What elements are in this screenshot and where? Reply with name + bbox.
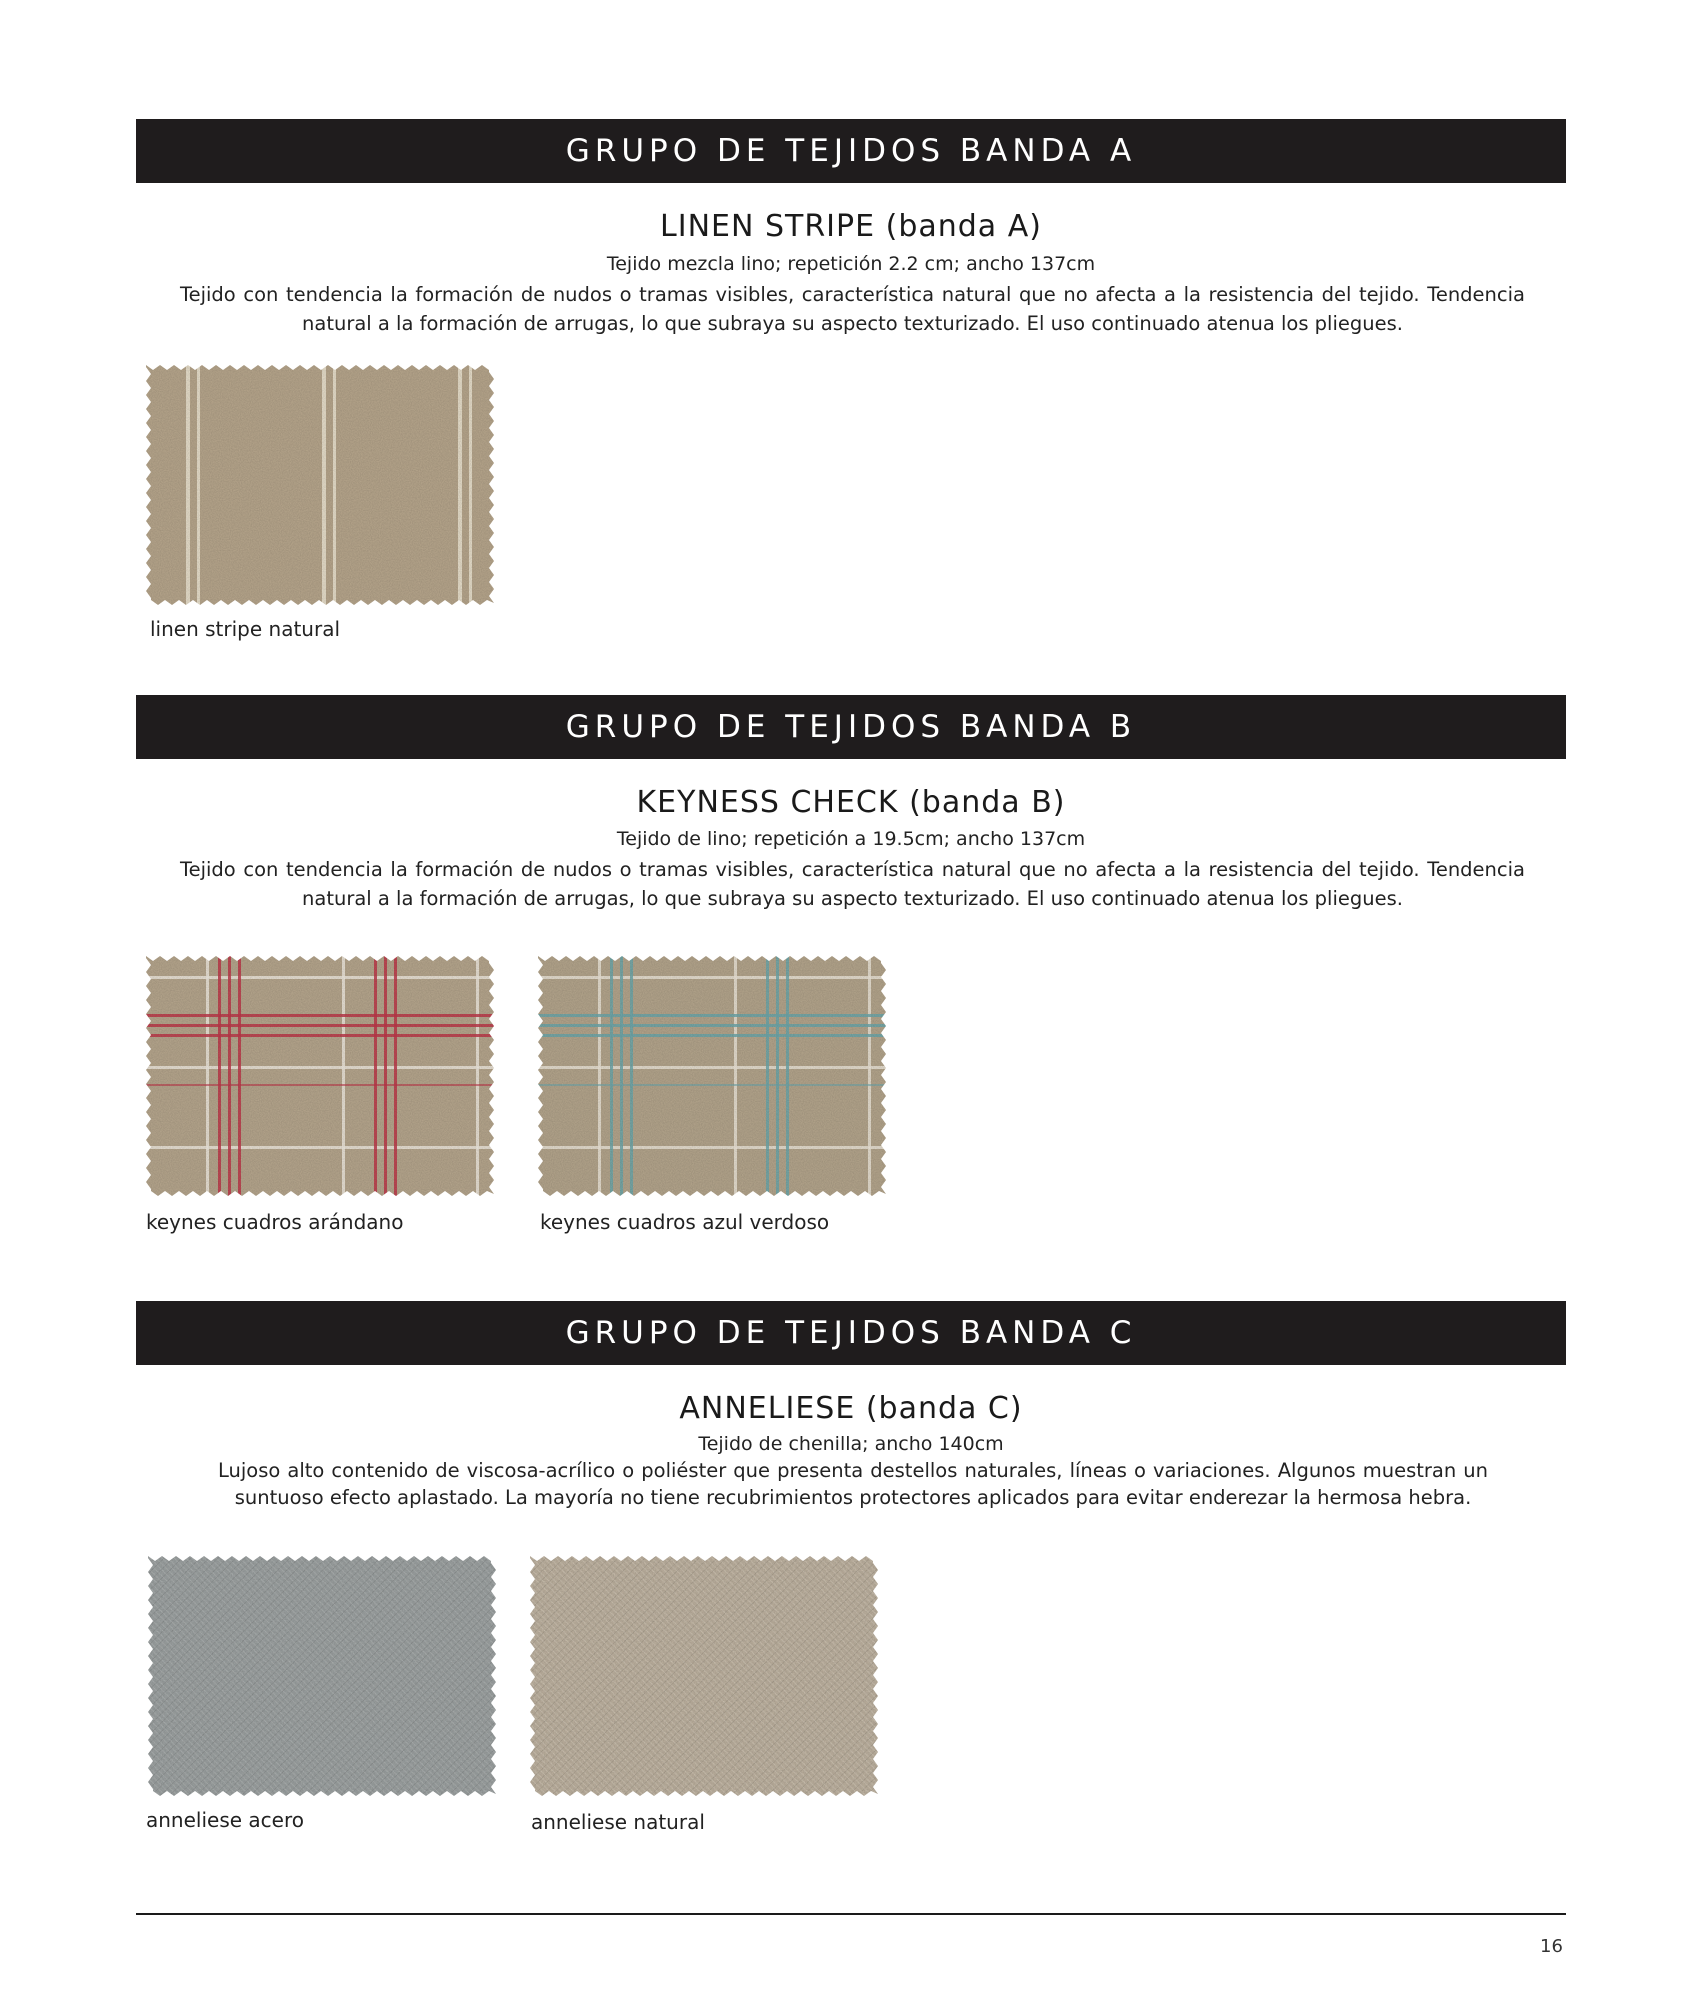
swatch-caption: anneliese acero <box>146 1808 304 1832</box>
product-description-linen-stripe: Tejido con tendencia la formación de nudos o tramas visibles, característica natural que no afecta a la resistencia del tejido. Tendencia natural a la formación de arrugas, lo que subraya su aspecto texturizado. El uso continuado atenua los pliegues. <box>180 283 1525 335</box>
product-title-anneliese: ANNELIESE (banda C) <box>679 1391 1023 1426</box>
product-title-keyness-check: KEYNESS CHECK (banda B) <box>636 785 1066 820</box>
product-description-keyness-check: Tejido con tendencia la formación de nudos o tramas visibles, característica natural que no afecta a la resistencia del tejido. Tendencia natural a la formación de arrugas, lo que subraya su aspecto texturizado. El uso continuado atenua los pliegues. <box>180 858 1525 910</box>
product-description-anneliese: Lujoso alto contenido de viscosa-acrílico o poliéster que presenta destellos naturales, líneas o variaciones. Algunos muestran un suntuoso efecto aplastado. La mayoría no tiene recubrimientos protectores aplicados para evitar enderezar la hermosa hebra. <box>218 1459 1488 1509</box>
swatch-caption: keynes cuadros azul verdoso <box>540 1210 830 1234</box>
page-number: 16 <box>1540 1936 1563 1957</box>
product-title-linen-stripe: LINEN STRIPE (banda A) <box>660 209 1042 244</box>
fabric-swatch-keynes-arandano <box>146 956 494 1196</box>
fabric-swatch-anneliese-natural <box>530 1556 878 1796</box>
product-spec-anneliese: Tejido de chenilla; ancho 140cm <box>698 1433 1004 1455</box>
fabric-swatch-keynes-azul-verdoso <box>538 956 886 1196</box>
product-spec-linen-stripe: Tejido mezcla lino; repetición 2.2 cm; ancho 137cm <box>606 253 1096 275</box>
footer-divider <box>136 1913 1566 1915</box>
fabric-swatch-linen-stripe-natural <box>146 365 494 605</box>
section-banner-b: GRUPO DE TEJIDOS BANDA B <box>136 695 1566 759</box>
swatch-caption: linen stripe natural <box>150 617 341 641</box>
section-banner-a: GRUPO DE TEJIDOS BANDA A <box>136 119 1566 183</box>
fabric-swatch-anneliese-acero <box>148 1556 496 1796</box>
swatch-caption: keynes cuadros arándano <box>146 1210 404 1234</box>
section-banner-c: GRUPO DE TEJIDOS BANDA C <box>136 1301 1566 1365</box>
swatch-caption: anneliese natural <box>531 1810 705 1834</box>
product-spec-keyness-check: Tejido de lino; repetición a 19.5cm; ancho 137cm <box>616 828 1086 850</box>
